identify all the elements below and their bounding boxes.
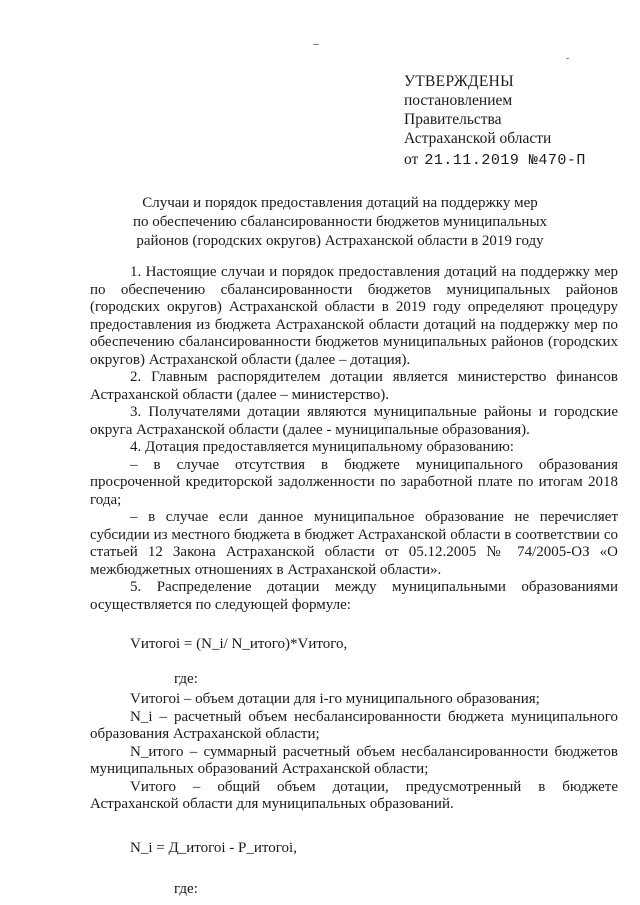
- paragraph-3: 3. Получателями дотации являются муниципальные районы и городские округа Астраханской области (далее - муниципальные образования).: [90, 404, 618, 438]
- title-line: районов (городских округов) Астраханской области в 2019 году: [136, 233, 544, 249]
- date-prefix: от: [404, 151, 419, 168]
- definition-2: N_i – расчетный объем несбалансированности бюджета муниципального образования Астраханской области;: [90, 708, 618, 742]
- approval-heading: УТВЕРЖДЕНЫ: [404, 73, 514, 90]
- definition-1: Vитогоi – объем дотации для i-го муниципального образования;: [130, 691, 540, 707]
- date-value: 21.11.2019 №470-П: [424, 152, 586, 169]
- approval-line: Правительства: [404, 111, 502, 128]
- title-line: по обеспечению сбалансированности бюджетов муниципальных: [132, 214, 548, 230]
- paragraph-4: 4. Дотация предоставляется муниципальному образованию:: [130, 439, 514, 455]
- scan-speck: [313, 44, 319, 45]
- title-line: Случаи и порядок предоставления дотаций на поддержку мер: [142, 195, 538, 211]
- approval-block: [404, 72, 586, 170]
- approval-line: постановлением: [404, 92, 513, 109]
- paragraph-4-item-a: – в случае отсутствия в бюджете муниципального образования просроченной кредиторской задолженности по заработной плате по итогам 2018 года;: [90, 456, 618, 508]
- definition-3: N_итого – суммарный расчетный объем несбалансированности бюджетов муниципальных образований Астраханской области;: [90, 743, 618, 777]
- approval-line: Астраханской области: [404, 130, 552, 147]
- paragraph-2: 2. Главным распорядителем дотации является министерство финансов Астраханской области (далее – министерство).: [90, 369, 618, 403]
- scan-speck: [566, 58, 569, 59]
- paragraph-4-item-b: – в случае если данное муниципальное образование не перечисляет субсидии из местного бюджета в бюджет Астраханской области в соответствии со статьей 12 Закона Астраханской области от 05.12.2005 № 74/2005-ОЗ «О межбюджетных отношениях в Астраханской области».: [90, 509, 618, 578]
- document-title: [120, 194, 560, 251]
- paragraph-1: 1. Настоящие случаи и порядок предоставления дотаций на поддержку мер по обеспечению сбалансированности бюджетов муниципальных районов (городских округов) Астраханской области в 2019 году определяют процедуру предоставления из бюджета Астраханской области дотаций на поддержку мер по обеспечению сбалансированности бюджетов муниципальных районов (городских округов) Астраханской области (далее – дотация).: [90, 264, 618, 368]
- document-body: [90, 264, 618, 899]
- where-label: где:: [174, 670, 198, 687]
- formula-1: Vитогоi = (N_i/ N_итого)*Vитого,: [130, 636, 348, 652]
- approval-date: [404, 150, 586, 170]
- paragraph-5: 5. Распределение дотации между муниципальными образованиями осуществляется по следующей формуле:: [90, 579, 618, 613]
- definition-4: Vитого – общий объем дотации, предусмотренный в бюджете Астраханской области для муниципальных образований.: [90, 778, 618, 812]
- formula-2: N_i = Д_итогоi - Р_итогоi,: [130, 839, 297, 856]
- where-label-2: где:: [174, 881, 198, 897]
